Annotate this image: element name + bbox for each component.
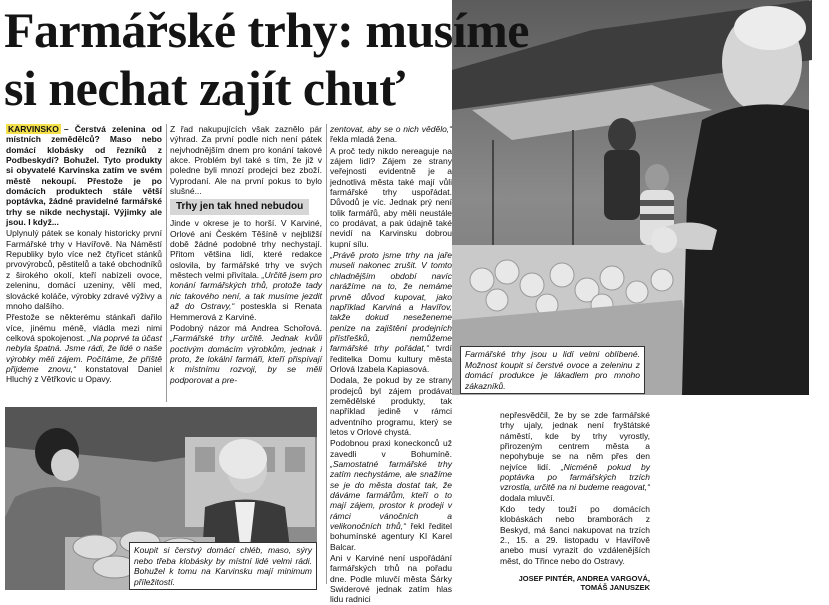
body-text: Podobný názor má Andrea Schořová. [170,322,322,333]
body-text: Přestože se některému stánkaři dařilo více, jinému méně, vládla mezi nimi celková spokojenost. [6,312,162,343]
body-text: posteskla si Renata Hemmerová z Karviné. [170,301,322,322]
top-photo-caption: Farmářské trhy jsou u lidí velmi oblíbené. Možnost koupit si čerstvé ovoce a zeleninu z domácí produkce je lákadlem pro mnoho zákazníků. [460,346,645,394]
body-paragraph: A proč tedy nikdo nereaguje na zájem lidí? Zájem ze strany veřejnosti evidentně je a jednotlivá města také mají vůli farmářské trhy uspořádat. Důvodů je víc. Jednak prý není tolik farmářů, aby měli neustále co prodávat, a pak údajně také nevidí na Karvinsku dobrou kupní sílu. [330,145,452,249]
author-signature [470,574,650,592]
article-column-3 [330,124,452,605]
article-column-2 [170,124,322,396]
subheading: Trhy jen tak hned nebudou [170,199,309,215]
headline-line-2: si nechat zajít chuť [4,60,405,116]
body-text: Jinde v okrese je to horší. V Karviné, Orlové ani Českém Těšíně v nejbližší době žádné podobné trhy nechystají. Přitom většina lidí, které redakce oslovila, by farmářské trhy ve svých městech velmi přivítala. [170,218,322,281]
body-text: řekl ředitel bohumínské agentury KI Karel Balcar. [330,521,452,552]
column-divider [326,124,327,584]
quote-text: „Právě proto jsme trhy na jaře museli nakonec zrušit. V tomto chladnějším období navíc narážíme na to, že nemáme prvně důvod kupovat, jako například Karviná a Havířov, takže dokud neseženeme peníze na zajištění prodejních přístřešků, nemůžeme farmářské trhy pořádat,“ [330,250,452,354]
bottom-photo-caption: Koupit si čerstvý domácí chléb, maso, sýry nebo třeba klobásky by místní lidé velmi rádi. Bohužel k tomu na Karvinsku mají minimum příležitostí. [129,542,317,590]
body-paragraph: Ani v Karviné není uspořádání farmářských trhů na pořadu dne. Podle mluvčí města Šárky Swiderové jednak zatím hlas lidu radnici [330,553,452,605]
body-paragraph: Uplynulý pátek se konaly historicky první Farmářské trhy v Havířově. Na Náměstí Republiky bylo více než čtyřicet stánků prvovýrobců, pěstitelů a také obchodníků z širokého okolí, kteří nabízeli ovoce, zeleninu, domácí uzeniny, vělí med, slovácké koláče, výrobky zdravé výživy a mnoho dalšího. [6,228,162,311]
body-paragraph: Z řad nakupujících však zaznělo pár výhrad. Za první podle nich není pátek nejvhodnějším dnem pro konání takové akce. Problém byl také s tím, že již v poledne byli mnozí prodejci bez zboží. Vyprodaní. Ale na první pokus to bylo slušné... [170,124,322,197]
author-line-2: TOMÁŠ JANUSZEK [580,583,650,592]
body-paragraph: Kdo tedy touží po domácích klobáskách nebo bramborách z Beskyd, má šanci nakupovat na trzích 2., 15. a 29. listopadu v Havířově anebo musí vyrazit do vzdálenějších měst, do Třince nebo do Ostravy. [500,504,650,566]
body-text: Podobnou praxi koneckonců už zavedli v Bohumíně. [330,438,452,459]
body-text: dodala mluvčí. [500,492,555,503]
body-text: řekla mladá žena. [330,134,398,145]
body-text: nepřesvědčil, že by se zde farmářské trhy ujaly, jednak není fryštátské náměstí, kde by trhy vyrostly, přirozeným centrem města a nepohybuje se na něm přes den nejvíce lidí. [500,410,650,472]
region-tag: KARVINSKO [8,124,59,134]
quote-text: „Farmářské trhy určitě. Jednak kvůli poctivým domácím výrobkům, jednak i proto, že lokální farmáři, kteří přispívají k místnímu rozvoji, by se měli podporovat a pre- [170,333,322,385]
body-paragraph: Dodala, že pokud by ze strany prodejců byl zájem prodávat zemědělské produkty, tak například jedině v rámci adventního programu, který se letos v Orlové chystá. [330,375,452,437]
body-text: konstatoval Daniel Hluchý z Větřkovic u Opavy. [6,363,162,385]
author-line-1: JOSEF PINTÉR, ANDREA VARGOVÁ, [518,574,650,583]
column-divider [166,124,167,402]
body-text: tvrdí ředitelka Domu kultury města Orlová Izabela Kapiasová. [330,343,452,374]
quote-text: „Nicméně pokud by poptávka po farmářských trzích vzrostla, určitě na ni budeme reagovat,“ [500,461,650,493]
article-column-4 [500,410,650,572]
article-column-1 [6,124,162,406]
headline-line-1: Farmářské trhy: musíme [4,2,529,58]
quote-text: „Samostatné farmářské trhy zatím nechystáme, ale snažíme se je do města dostat tak, že dáváme farmářům, kteří o to mají zájem, prostor k prodeji v rámci vánočních a velikonočních trhů,“ [330,459,452,532]
quote-text: „Na poprvé ta účast nebyla špatná. Jsme rádi, že lidé o naše výrobky měli zájem. Počítáme, že příště přijdeme znovu,“ [6,332,162,374]
lead-paragraph: – Čerstvá zelenina od místních zemědělců? Maso nebo domácí klobásky od řezníků z Podbeskydí? Bohužel. Tyto produkty si obyvatelé Karvinska zatím ve svém městě nekoupí. Přestože je po domácích produktech stále větší poptávka, žádné pravidelné farmářské trhy se nikde nechystají. Výjimky ale jsou. I když... [6,124,162,228]
quote-text: zentovat, aby se o nich vědělo,“ [330,124,452,134]
market-vendor-photo [452,0,809,395]
quote-text: „Určitě jsem pro konání farmářských trhů, protože tady nic takového není, a tak musíme jezdit až do Ostravy,“ [170,270,322,312]
